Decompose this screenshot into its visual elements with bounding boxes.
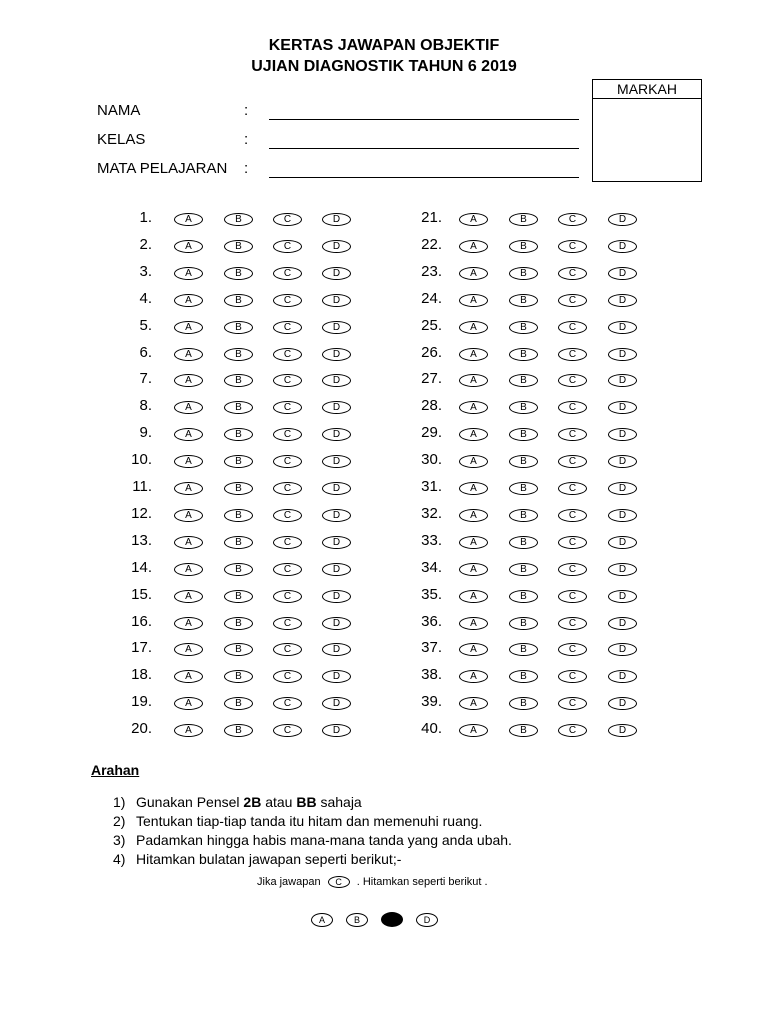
answer-bubble-a[interactable]: A	[174, 482, 203, 495]
answer-bubble-c[interactable]: C	[273, 240, 302, 253]
question-number: 34.	[421, 558, 442, 576]
question-number: 30.	[421, 451, 442, 469]
answer-bubble-d[interactable]: D	[322, 563, 351, 576]
instruction-4-num: 4)	[113, 851, 126, 867]
answer-bubble-c[interactable]: C	[558, 509, 587, 522]
question-number: 17.	[131, 639, 152, 657]
answer-bubble-c[interactable]: C	[273, 697, 302, 710]
question-number: 2.	[139, 235, 152, 253]
answer-bubble-b[interactable]: B	[224, 482, 253, 495]
field-nama-label: NAMA	[97, 102, 141, 119]
answer-bubble-b[interactable]: B	[509, 536, 538, 549]
question-number: 39.	[421, 693, 442, 711]
answer-bubble-a[interactable]: A	[174, 670, 203, 683]
field-nama-colon: :	[244, 102, 249, 119]
answer-bubble-a[interactable]: A	[459, 348, 488, 361]
answer-bubble-a[interactable]: A	[459, 643, 488, 656]
answer-bubble-c[interactable]: C	[273, 321, 302, 334]
answer-bubble-b[interactable]: B	[224, 401, 253, 414]
answer-bubble-a[interactable]: A	[459, 697, 488, 710]
question-number: 12.	[131, 504, 152, 522]
answer-bubble-a[interactable]: A	[459, 482, 488, 495]
question-number: 31.	[421, 478, 442, 495]
answer-bubble-b[interactable]: B	[224, 643, 253, 656]
answer-bubble-b[interactable]: B	[224, 509, 253, 522]
answer-bubble-c[interactable]: C	[273, 267, 302, 280]
field-kelas-colon: :	[244, 131, 249, 148]
answer-bubble-b[interactable]: B	[509, 482, 538, 495]
answer-bubble-a[interactable]: A	[174, 724, 203, 737]
answer-bubble-b[interactable]: B	[224, 213, 253, 226]
answer-bubble-c[interactable]: C	[558, 374, 587, 387]
answer-bubble-a[interactable]: A	[459, 267, 488, 280]
answer-bubble-d[interactable]: D	[608, 428, 637, 441]
answer-bubble-d[interactable]: D	[608, 482, 637, 495]
answer-bubble-c[interactable]: C	[558, 240, 587, 253]
answer-bubble-d[interactable]: D	[322, 482, 351, 495]
answer-bubble-c[interactable]: C	[273, 428, 302, 441]
title-line-1: KERTAS JAWAPAN OBJEKTIF	[268, 37, 500, 54]
question-number: 24.	[421, 289, 442, 307]
answer-bubble-c[interactable]: C	[558, 724, 587, 737]
answer-bubble-b[interactable]: B	[509, 455, 538, 468]
answer-bubble-a[interactable]: A	[459, 321, 488, 334]
answer-bubble-c[interactable]: C	[273, 617, 302, 630]
answer-bubble-d[interactable]: D	[608, 563, 637, 576]
example-line	[257, 876, 488, 888]
instruction-2-num: 2)	[113, 813, 126, 829]
answer-bubble-a[interactable]: A	[174, 455, 203, 468]
answer-bubble-d[interactable]: D	[322, 509, 351, 522]
question-number: 18.	[131, 666, 152, 684]
answer-bubble-b[interactable]: B	[224, 617, 253, 630]
answer-bubble-b[interactable]: B	[509, 321, 538, 334]
answer-bubble-d[interactable]: D	[608, 724, 637, 737]
answer-bubble-c[interactable]: C	[273, 455, 302, 468]
answer-bubble-c[interactable]: C	[273, 563, 302, 576]
instruction-3-num: 3)	[113, 832, 126, 848]
answer-bubble-c[interactable]: C	[273, 643, 302, 656]
answer-bubble-a[interactable]: A	[174, 240, 203, 253]
instruction-1-part-4: BB	[296, 794, 317, 810]
answer-bubble-b[interactable]: B	[224, 563, 253, 576]
example-bubble-b: B	[346, 913, 368, 927]
answer-bubble-a[interactable]: A	[174, 267, 203, 280]
answer-bubble-a[interactable]: A	[174, 294, 203, 307]
answer-bubble-c[interactable]: C	[558, 267, 587, 280]
question-number: 1.	[139, 209, 152, 226]
answer-bubble-a[interactable]: A	[459, 240, 488, 253]
answer-bubble-b[interactable]: B	[509, 590, 538, 603]
answer-bubble-c[interactable]: C	[558, 536, 587, 549]
answer-bubble-d[interactable]: D	[322, 724, 351, 737]
answer-bubble-a[interactable]: A	[459, 724, 488, 737]
question-number: 40.	[421, 720, 442, 738]
question-number: 36.	[421, 612, 442, 630]
question-number: 20.	[131, 720, 152, 738]
instruction-3-text: Padamkan hingga habis mana-mana tanda yang anda ubah.	[136, 832, 512, 848]
answer-bubble-a[interactable]: A	[459, 509, 488, 522]
answer-bubble-a[interactable]: A	[174, 428, 203, 441]
answer-bubble-c[interactable]: C	[273, 724, 302, 737]
answer-bubble-d[interactable]: D	[322, 590, 351, 603]
answer-bubble-a[interactable]: A	[174, 321, 203, 334]
answer-bubble-b[interactable]: B	[224, 590, 253, 603]
title-line-2: UJIAN DIAGNOSTIK TAHUN 6 2019	[251, 58, 517, 75]
question-number: 29.	[421, 424, 442, 442]
example-bubble-d: D	[416, 913, 438, 927]
question-number: 26.	[421, 343, 442, 361]
question-number: 28.	[421, 397, 442, 415]
answer-bubble-a[interactable]: A	[459, 374, 488, 387]
answer-bubble-d[interactable]: D	[322, 321, 351, 334]
question-number: 15.	[131, 585, 152, 603]
question-number: 16.	[131, 612, 152, 630]
answer-bubble-a[interactable]: A	[174, 374, 203, 387]
question-number: 32.	[421, 504, 442, 522]
answer-bubble-b[interactable]: B	[224, 697, 253, 710]
answer-bubble-d[interactable]: D	[322, 267, 351, 280]
answer-bubble-c[interactable]: C	[558, 321, 587, 334]
answer-bubble-a[interactable]: A	[174, 348, 203, 361]
question-number: 4.	[139, 289, 152, 307]
instruction-1-part-5: sahaja	[316, 794, 362, 810]
answer-bubble-c[interactable]: C	[273, 509, 302, 522]
answer-bubble-b[interactable]: B	[224, 348, 253, 361]
answer-bubble-b[interactable]: B	[509, 563, 538, 576]
answer-bubble-d[interactable]: D	[608, 536, 637, 549]
answer-bubble-d[interactable]: D	[322, 348, 351, 361]
question-number: 37.	[421, 639, 442, 657]
answer-bubble-c[interactable]: C	[273, 590, 302, 603]
instruction-1-part-3: atau	[261, 794, 297, 810]
answer-bubble-b[interactable]: B	[509, 348, 538, 361]
answer-bubble-d[interactable]: D	[608, 590, 637, 603]
question-number: 9.	[139, 424, 152, 442]
instruction-4-text: Hitamkan bulatan jawapan seperti berikut;-	[136, 851, 402, 867]
answer-bubble-c[interactable]: C	[558, 294, 587, 307]
instruction-2-text: Tentukan tiap-tiap tanda itu hitam dan memenuhi ruang.	[136, 813, 483, 829]
answer-bubble-b[interactable]: B	[224, 294, 253, 307]
answer-bubble-c[interactable]: C	[558, 563, 587, 576]
question-number: 33.	[421, 531, 442, 549]
question-number: 3.	[139, 262, 152, 280]
answer-bubble-a[interactable]: A	[459, 563, 488, 576]
example-prefix: Jika jawapan	[257, 876, 321, 888]
instruction-1-num: 1)	[113, 794, 126, 810]
answer-bubble-d[interactable]: D	[608, 670, 637, 683]
answer-bubble-c[interactable]: C	[558, 428, 587, 441]
answer-bubble-d[interactable]: D	[608, 321, 637, 334]
answer-bubble-d[interactable]: D	[322, 401, 351, 414]
answer-bubble-b[interactable]: B	[224, 724, 253, 737]
answer-bubble-d[interactable]: D	[608, 643, 637, 656]
instruction-1-part-2: 2B	[243, 794, 262, 810]
answer-bubble-a[interactable]: A	[459, 590, 488, 603]
instruction-1-part-1: Gunakan Pensel	[136, 794, 244, 810]
instruction-2	[113, 813, 482, 829]
answer-bubble-d[interactable]: D	[608, 267, 637, 280]
answer-bubble-c[interactable]: C	[273, 482, 302, 495]
answer-bubble-b[interactable]: B	[509, 617, 538, 630]
answer-bubble-c[interactable]: C	[273, 294, 302, 307]
answer-bubble-b[interactable]: B	[224, 455, 253, 468]
answer-bubble-c[interactable]: C	[558, 455, 587, 468]
answer-bubble-b[interactable]: B	[224, 536, 253, 549]
answer-bubble-b[interactable]: B	[224, 240, 253, 253]
answer-bubble-d[interactable]: D	[608, 509, 637, 522]
answer-bubble-d[interactable]: D	[608, 617, 637, 630]
answer-bubble-d[interactable]: D	[608, 240, 637, 253]
answer-bubble-a[interactable]: A	[174, 401, 203, 414]
question-number: 8.	[139, 397, 152, 415]
answer-bubble-a[interactable]: A	[174, 509, 203, 522]
answer-bubble-a[interactable]: A	[459, 213, 488, 226]
question-number: 11.	[132, 478, 152, 495]
example-suffix: . Hitamkan seperti berikut .	[356, 876, 488, 888]
answer-bubble-a[interactable]: A	[459, 670, 488, 683]
answer-bubble-c[interactable]: C	[558, 401, 587, 414]
question-number: 19.	[131, 693, 152, 711]
answer-bubble-b[interactable]: B	[224, 670, 253, 683]
answer-bubble-a[interactable]: A	[174, 590, 203, 603]
answer-bubble-a[interactable]: A	[174, 213, 203, 226]
answer-bubble-a[interactable]: A	[459, 428, 488, 441]
field-mata-pelajaran-colon: :	[244, 160, 249, 177]
answer-bubble-b[interactable]: B	[509, 724, 538, 737]
example-answer-bubble: C	[328, 876, 350, 888]
answer-bubble-d[interactable]: D	[608, 374, 637, 387]
answer-bubble-d[interactable]: D	[608, 213, 637, 226]
answer-bubble-b[interactable]: B	[509, 374, 538, 387]
answer-bubble-d[interactable]: D	[322, 670, 351, 683]
answer-bubble-a[interactable]: A	[174, 643, 203, 656]
answer-bubble-d[interactable]: D	[608, 697, 637, 710]
answer-bubble-a[interactable]: A	[459, 617, 488, 630]
answer-bubble-c[interactable]: C	[558, 617, 587, 630]
answer-bubble-b[interactable]: B	[509, 401, 538, 414]
answer-bubble-b[interactable]: B	[509, 294, 538, 307]
answer-bubble-d[interactable]: D	[322, 240, 351, 253]
question-number: 22.	[421, 235, 442, 253]
answer-bubble-b[interactable]: B	[224, 267, 253, 280]
markah-label: MARKAH	[593, 80, 701, 99]
answer-bubble-b[interactable]: B	[224, 374, 253, 387]
example-bubble-a: A	[311, 913, 333, 927]
answer-bubble-c[interactable]: C	[273, 213, 302, 226]
answer-bubble-c[interactable]: C	[558, 643, 587, 656]
question-number: 35.	[421, 585, 442, 603]
question-number: 7.	[139, 370, 152, 388]
answer-bubble-a[interactable]: A	[174, 697, 203, 710]
field-mata-pelajaran-label: MATA PELAJARAN	[97, 160, 228, 177]
answer-bubble-c[interactable]: C	[273, 401, 302, 414]
question-number: 10.	[131, 451, 152, 469]
answer-bubble-b[interactable]: B	[224, 428, 253, 441]
answer-bubble-b[interactable]: B	[509, 643, 538, 656]
answer-bubble-d[interactable]: D	[322, 294, 351, 307]
answer-bubble-a[interactable]: A	[174, 563, 203, 576]
answer-bubble-c[interactable]: C	[558, 213, 587, 226]
answer-bubble-a[interactable]: A	[459, 536, 488, 549]
answer-bubble-b[interactable]: B	[509, 697, 538, 710]
answer-bubble-d[interactable]: D	[322, 643, 351, 656]
answer-bubble-a[interactable]: A	[459, 455, 488, 468]
answer-bubble-d[interactable]: D	[608, 401, 637, 414]
question-number: 38.	[421, 666, 442, 684]
question-number: 25.	[421, 316, 442, 334]
question-number: 14.	[131, 558, 152, 576]
markah-box[interactable]	[592, 79, 702, 182]
question-number: 13.	[131, 531, 152, 549]
field-mata-pelajaran-line[interactable]	[269, 177, 579, 178]
answer-bubble-d[interactable]: D	[608, 294, 637, 307]
arahan-heading: Arahan	[91, 762, 140, 778]
instruction-1	[113, 794, 362, 810]
answer-bubble-d[interactable]: D	[322, 617, 351, 630]
answer-bubble-d[interactable]: D	[608, 455, 637, 468]
answer-bubble-a[interactable]: A	[174, 617, 203, 630]
answer-bubble-b[interactable]: B	[224, 321, 253, 334]
answer-bubble-c[interactable]: C	[273, 670, 302, 683]
answer-bubble-d[interactable]: D	[322, 536, 351, 549]
answer-bubble-b[interactable]: B	[509, 213, 538, 226]
answer-bubble-d[interactable]: D	[608, 348, 637, 361]
answer-bubble-c[interactable]: C	[273, 374, 302, 387]
answer-bubble-c[interactable]: C	[273, 536, 302, 549]
answer-bubble-c[interactable]: C	[273, 348, 302, 361]
answer-bubble-a[interactable]: A	[459, 401, 488, 414]
answer-bubble-a[interactable]: A	[459, 294, 488, 307]
question-number: 23.	[421, 262, 442, 280]
answer-bubble-c[interactable]: C	[558, 697, 587, 710]
field-kelas-line[interactable]	[269, 148, 579, 149]
answer-bubble-c[interactable]: C	[558, 590, 587, 603]
answer-bubble-d[interactable]: D	[322, 697, 351, 710]
answer-bubble-b[interactable]: B	[509, 428, 538, 441]
instruction-4	[113, 851, 401, 867]
question-number: 5.	[139, 316, 152, 334]
question-number: 6.	[139, 343, 152, 361]
example-bubble-filled	[381, 912, 403, 927]
answer-bubble-d[interactable]: D	[322, 455, 351, 468]
answer-bubble-c[interactable]: C	[558, 482, 587, 495]
answer-bubble-b[interactable]: B	[509, 267, 538, 280]
answer-bubble-d[interactable]: D	[322, 374, 351, 387]
answer-bubble-c[interactable]: C	[558, 348, 587, 361]
answer-bubble-d[interactable]: D	[322, 428, 351, 441]
field-kelas-label: KELAS	[97, 131, 146, 148]
question-number: 21.	[421, 209, 442, 226]
answer-bubble-b[interactable]: B	[509, 670, 538, 683]
question-number: 27.	[421, 370, 442, 388]
answer-bubble-c[interactable]: C	[558, 670, 587, 683]
answer-bubble-d[interactable]: D	[322, 213, 351, 226]
answer-bubble-a[interactable]: A	[174, 536, 203, 549]
field-nama-line[interactable]	[269, 119, 579, 120]
answer-bubble-b[interactable]: B	[509, 509, 538, 522]
instruction-3	[113, 832, 512, 848]
answer-bubble-b[interactable]: B	[509, 240, 538, 253]
